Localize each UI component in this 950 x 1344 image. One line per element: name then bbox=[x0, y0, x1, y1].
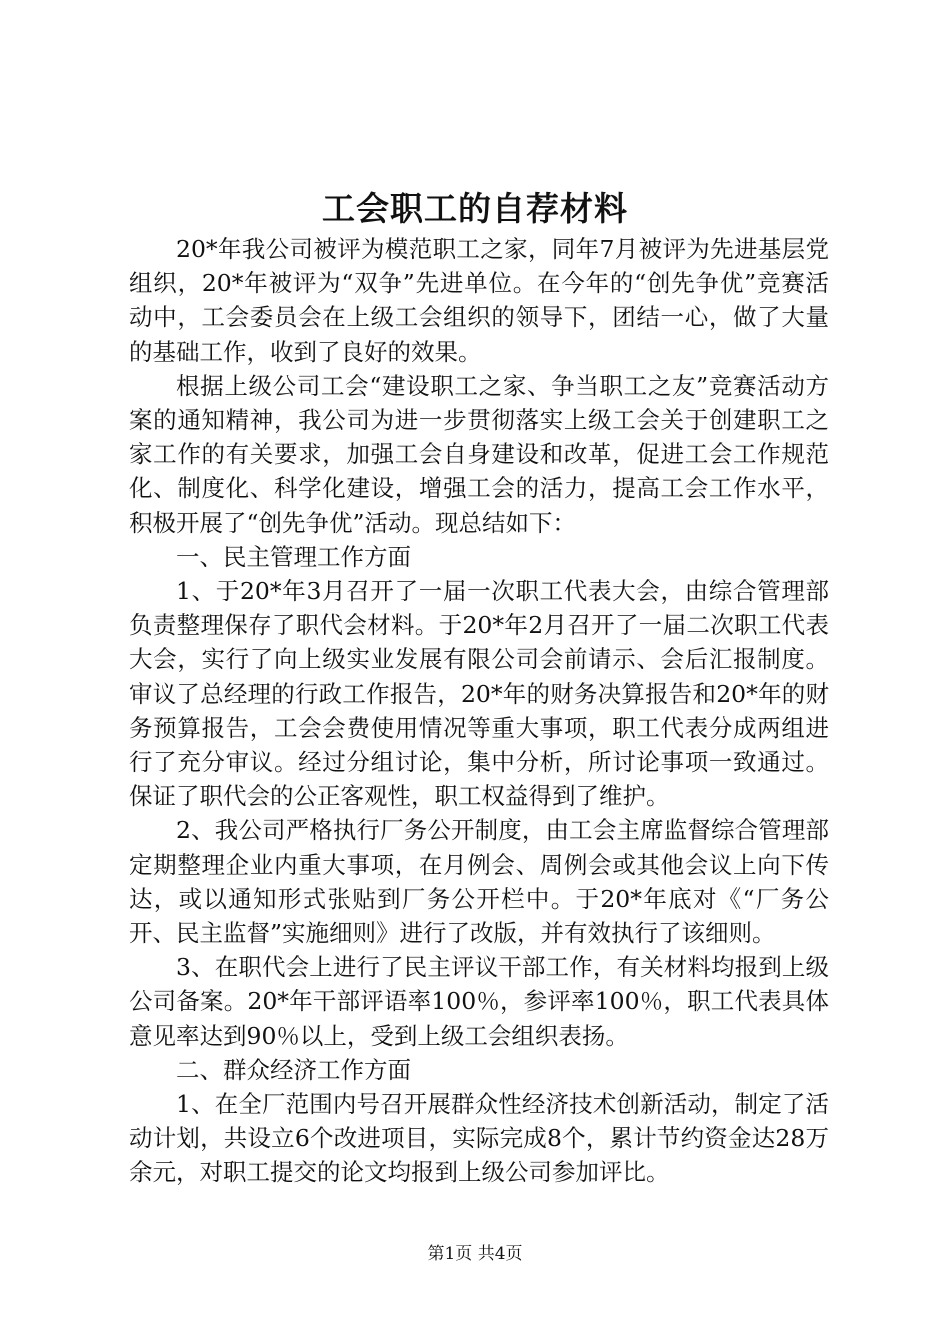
paragraph-item-1: 1、于20*年3月召开了一届一次职工代表大会，由综合管理部负责整理保存了职代会材料。于20*年2月召开了一届二次职工代表大会，实行了向上级实业发展有限公司会前请示、会后汇报制度。审议了总经理的行政工作报告，20*年的财务决算报告和20*年的财务预算报告，工会会费使用情况等重大事项，职工代表分成两组进行了充分审议。经过分组讨论，集中分析，所讨论事项一致通过。保证了职代会的公正客观性，职工权益得到了维护。 bbox=[129, 577, 829, 811]
paragraph-intro: 20*年我公司被评为模范职工之家，同年7月被评为先进基层党组织，20*年被评为“双争”先进单位。在今年的“创先争优”竞赛活动中，工会委员会在上级工会组织的领导下，团结一心，做了大量的基础工作，收到了良好的效果。 bbox=[129, 235, 829, 366]
section-heading-mass-economic-work: 二、群众经济工作方面 bbox=[176, 1055, 411, 1084]
document-title: 工会职工的自荐材料 bbox=[322, 189, 628, 228]
paragraph-item-2: 2、我公司严格执行厂务公开制度，由工会主席监督综合管理部定期整理企业内重大事项，在月例会、周例会或其他会议上向下传达，或以通知形式张贴到厂务公开栏中。于20*年底对《“厂务公开、民主监督”实施细则》进行了改版，并有效执行了该细则。 bbox=[129, 816, 829, 948]
paragraph-economic-item-1: 1、在全厂范围内号召开展群众性经济技术创新活动，制定了活动计划，共设立6个改进项目，实际完成8个，累计节约资金达28万余元，对职工提交的论文均报到上级公司参加评比。 bbox=[129, 1090, 829, 1187]
paragraph-background: 根据上级公司工会“建设职工之家、争当职工之友”竞赛活动方案的通知精神，我公司为进一步贯彻落实上级工会关于创建职工之家工作的有关要求，加强工会自身建设和改革，促进工会工作规范化、制度化、科学化建设，增强工会的活力，提高工会工作水平，积极开展了“创先争优”活动。现总结如下： bbox=[129, 371, 829, 537]
document-body bbox=[129, 232, 829, 1190]
page-footer: 第1页 共4页 bbox=[427, 1244, 523, 1264]
section-heading-democratic-management: 一、民主管理工作方面 bbox=[176, 542, 411, 571]
paragraph-item-3: 3、在职代会上进行了民主评议干部工作，有关材料均报到上级公司备案。20*年干部评语率100％，参评率100％，职工代表具体意见率达到90％以上，受到上级工会组织表扬。 bbox=[129, 953, 829, 1050]
